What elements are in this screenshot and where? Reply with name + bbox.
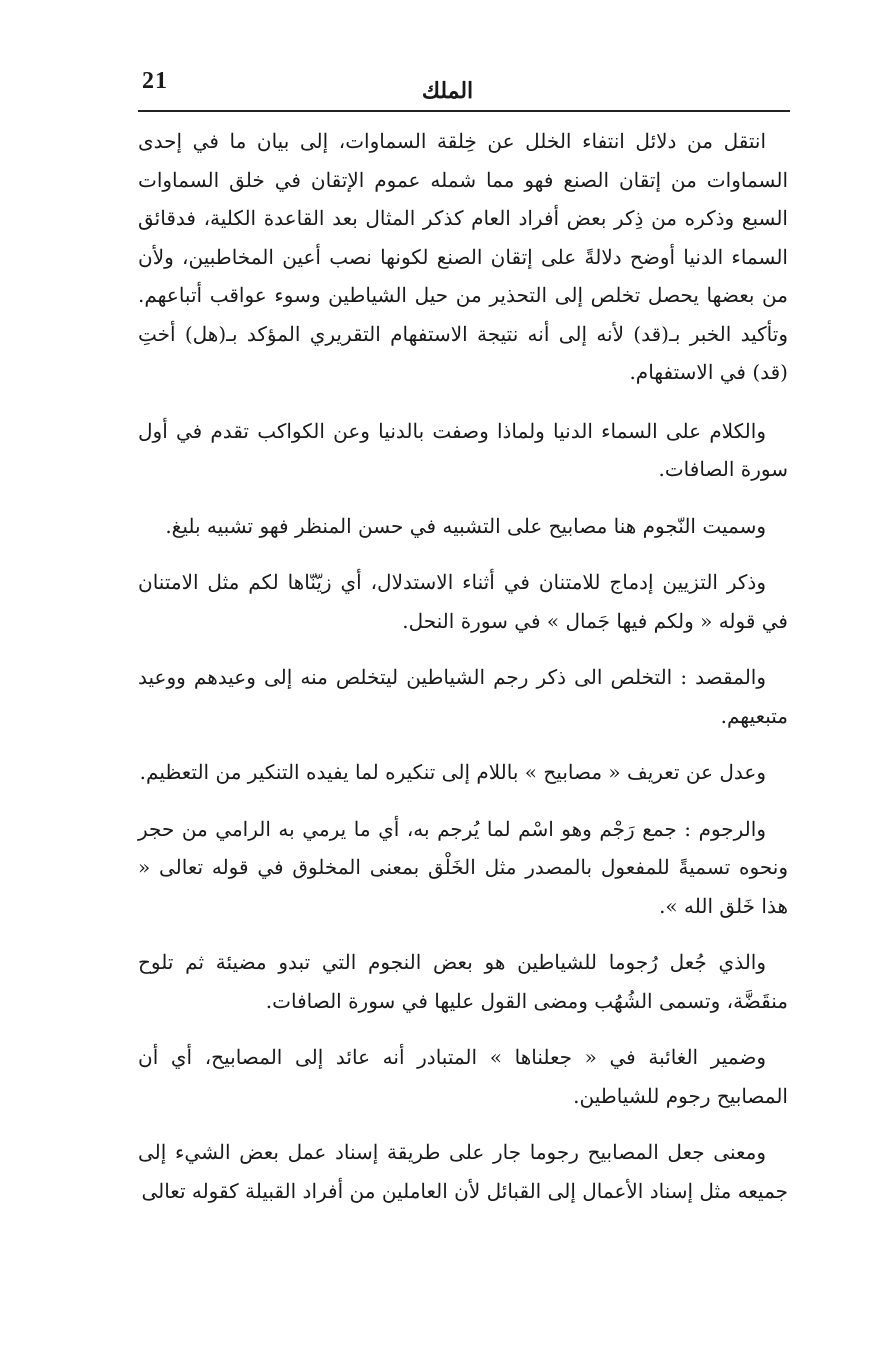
paragraph: والكلام على السماء الدنيا ولماذا وصفت بالدنيا وعن الكواكب تقدم في أول سورة الصافات. (138, 418, 788, 481)
page-number: 21 (142, 68, 168, 94)
paragraph: وعدل عن تعريف « مصابيح » باللام إلى تنكيره لما يفيده التنكير من التعظيم. (139, 760, 766, 784)
paragraph: وذكر التزيين إدماج للامتنان في أثناء الاستدلال، أي زيّنّاها لكم مثل الامتنان في قوله « ولكم فيها جَمال » في سورة النحل. (138, 570, 788, 633)
paragraph: وسميت النّجوم هنا مصابيح على التشبيه في حسن المنظر فهو تشبيه بليغ. (165, 513, 766, 538)
paragraph: والذي جُعل رُجوما للشياطين هو بعض النجوم التي تبدو مضيئة ثم تلوح منقَضَّة، وتسمى الشُهُب ومضى القول عليها في سورة الصافات. (138, 950, 788, 1013)
paragraph: وضمير الغائبة في « جعلناها » المتبادر أنه عائد إلى المصابيح، أي أن المصابيح رجوم للشياطين. (138, 1045, 788, 1108)
body-text (138, 122, 788, 1228)
paragraph: ومعنى جعل المصابيح رجوما جار على طريقة إسناد عمل بعض الشيء إلى جميعه مثل إسناد الأعمال إلى القبائل لأن العاملين من أفراد القبيلة كقوله تعالى (138, 1140, 788, 1203)
paragraph: والمقصد : التخلص الى ذكر رجم الشياطين ليتخلص منه إلى وعيدهم ووعيد متبعيهم. (138, 665, 788, 728)
header-rule (138, 110, 790, 112)
paragraph: انتقل من دلائل انتفاء الخلل عن خِلقة السماوات، إلى بيان ما في إحدى السماوات من إتقان الصنع فهو مما شمله عموم الإتقان في خلق السماوات السبع وذكره من ذِكر بعض أفراد العام كذكر المثال بعد القاعدة الكلية، فدقائق السماء الدنيا أوضح دلالةً على إتقان الصنع لكونها نصب أعين المخاطبين، ولأن من بعضها يحصل تخلص إلى التحذير من حيل الشياطين وسوء عواقب أتباعهم. وتأكيد الخبر بـ(قد) لأنه إلى أنه نتيجة الاستفهام التقريري المؤكد بـ(هل) أختِ (قد) في الاستفهام. (138, 129, 788, 384)
paragraph: والرجوم : جمع رَجْم وهو اسْم لما يُرجم به، أي ما يرمي به الرامي من حجر ونحوه تسميةً للمفعول بالمصدر مثل الخَلْق بمعنى المخلوق في قوله تعالى « هذا خَلق الله ». (138, 816, 788, 918)
running-title: الملك (421, 78, 474, 104)
